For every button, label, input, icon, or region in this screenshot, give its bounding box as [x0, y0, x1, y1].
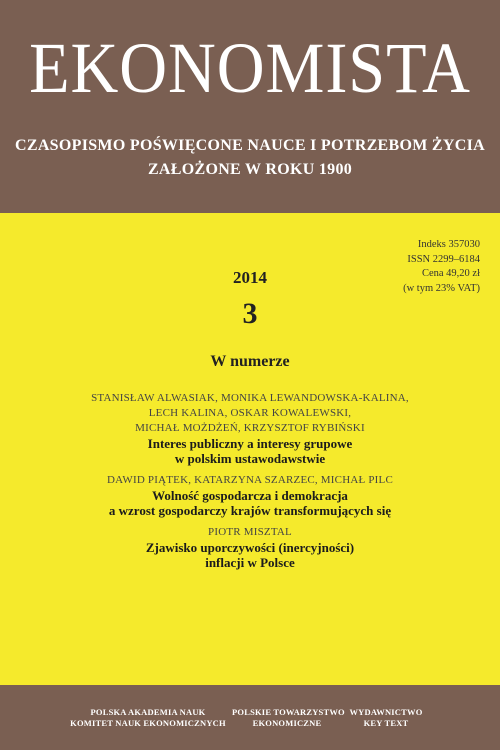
issn-number: ISSN 2299–6184 — [407, 253, 480, 265]
article-title: Zjawisko uporczywości (inercyjności) — [145, 540, 355, 555]
issue-year: 2014 — [233, 268, 267, 287]
article-authors: MICHAŁ MOŻDŻEŃ, KRZYSZTOF RYBIŃSKI — [135, 422, 365, 434]
article-title: Wolność gospodarcza i demokracja — [152, 488, 348, 503]
article-title: Interes publiczny a interesy grupowe — [147, 436, 353, 451]
header-band — [0, 0, 500, 213]
contents-heading: W numerze — [210, 353, 290, 370]
publisher-key-text — [346, 707, 426, 729]
article-title: a wzrost gospodarczy krajów transformujących się — [108, 503, 392, 518]
publisher-line: POLSKA AKADEMIA NAUK — [90, 707, 206, 717]
journal-founded: ZAŁOŻONE W ROKU 1900 — [147, 161, 353, 178]
article-title: w polskim ustawodawstwie — [174, 451, 326, 466]
publisher-line: EKONOMICZNE — [252, 718, 322, 728]
index-number: Indeks 357030 — [417, 239, 480, 250]
article-authors: STANISŁAW ALWASIAK, MONIKA LEWANDOWSKA-KALINA, — [91, 392, 409, 404]
publisher-line: POLSKIE TOWARZYSTWO — [232, 707, 345, 717]
article-authors: PIOTR MISZTAL — [208, 526, 292, 538]
article-entry — [0, 473, 500, 518]
publisher-line: WYDAWNICTWO — [349, 707, 423, 717]
article-entry — [0, 391, 500, 466]
article-entry — [0, 525, 500, 570]
journal-title: EKONOMISTA — [29, 28, 471, 108]
contents-list — [0, 391, 500, 577]
price: Cena 49,20 zł — [421, 268, 480, 279]
publisher-line: KOMITET NAUK EKONOMICZNYCH — [70, 718, 226, 728]
journal-tagline: CZASOPISMO POŚWIĘCONE NAUCE I POTRZEBOM ŻYCIA — [15, 137, 485, 154]
publisher-pte — [232, 707, 345, 729]
article-authors: DAWID PIĄTEK, KATARZYNA SZARZEC, MICHAŁ PILC — [106, 474, 393, 486]
article-title: inflacji w Polsce — [205, 555, 295, 570]
publisher-pan — [68, 707, 228, 729]
publisher-line: KEY TEXT — [363, 718, 409, 728]
vat-note: (w tym 23% VAT) — [403, 282, 480, 294]
footer-band — [0, 685, 500, 750]
issue-number: 3 — [242, 297, 258, 330]
article-authors: LECH KALINA, OSKAR KOWALEWSKI, — [148, 407, 352, 419]
